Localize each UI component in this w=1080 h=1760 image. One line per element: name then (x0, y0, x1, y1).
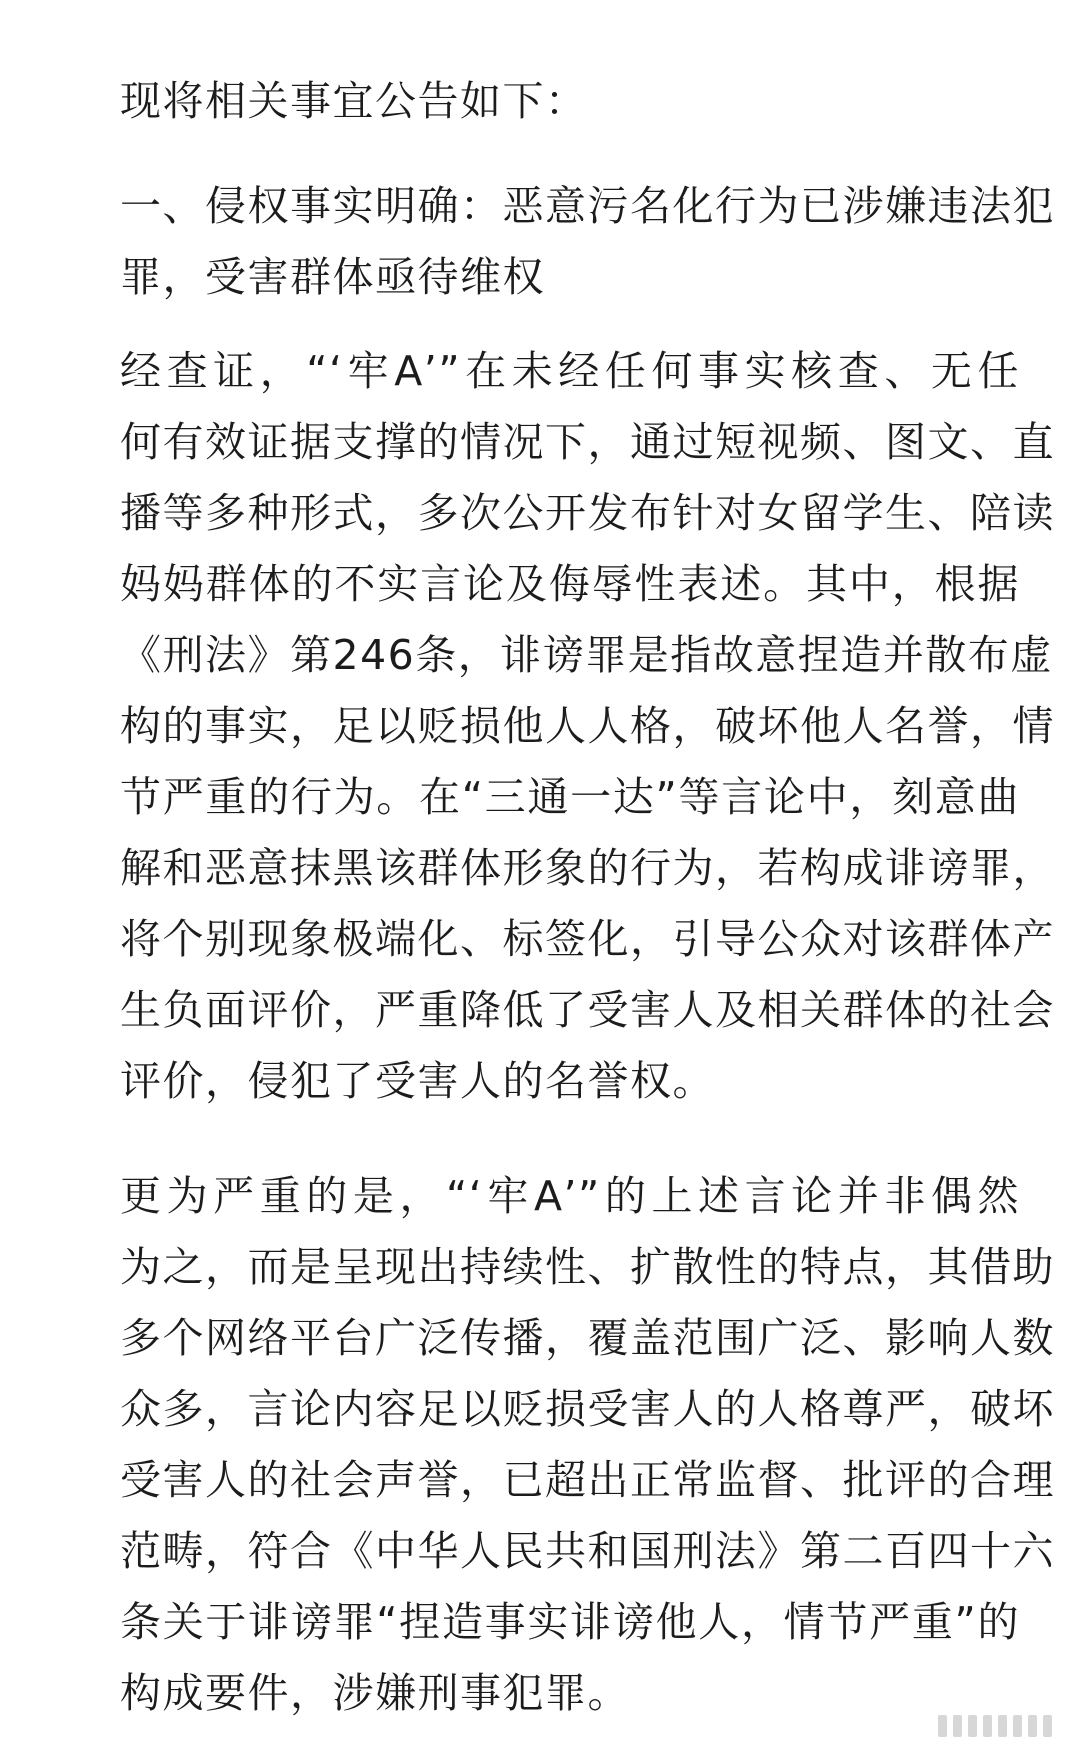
paragraph-line: 节严重的行为。在“三通一达”等言论中，刻意曲 (120, 773, 1020, 821)
paragraph-line: 妈妈群体的不实言论及侮辱性表述。其中，根据 (120, 560, 1020, 608)
watermark-logo (938, 1714, 1052, 1738)
paragraph-line: 多个网络平台广泛传播，覆盖范围广泛、影响人数 (120, 1314, 1055, 1362)
watermark-bar-icon (998, 1715, 1007, 1737)
paragraph-line: 播等多种形式，多次公开发布针对女留学生、陪读 (120, 489, 1055, 537)
paragraph-line: 生负面评价，严重降低了受害人及相关群体的社会 (120, 986, 1055, 1034)
watermark-bar-icon (1013, 1715, 1022, 1737)
paragraph-line: 经查证，“‘牢A’”在未经任何事实核查、无任 (120, 347, 1020, 395)
watermark-bar-icon (938, 1715, 947, 1737)
watermark-bar-icon (1028, 1715, 1037, 1737)
paragraph-line: 构成要件，涉嫌刑事犯罪。 (120, 1669, 630, 1717)
paragraph-line: 何有效证据支撑的情况下，通过短视频、图文、直 (120, 418, 1055, 466)
paragraph-line: 众多，言论内容足以贬损受害人的人格尊严，破坏 (120, 1385, 1055, 1433)
document-body (120, 66, 1055, 1729)
intro-line: 现将相关事宜公告如下： (120, 77, 588, 125)
paragraph-line: 《刑法》第246条，诽谤罪是指故意捏造并散布虚 (120, 631, 1053, 679)
watermark-bar-icon (1043, 1715, 1052, 1737)
watermark-bar-icon (968, 1715, 977, 1737)
paragraph-line: 更为严重的是，“‘牢A’”的上述言论并非偶然 (120, 1172, 1020, 1220)
paragraph-line: 为之，而是呈现出持续性、扩散性的特点，其借助 (120, 1243, 1055, 1291)
paragraph-line: 构的事实，足以贬损他人人格，破坏他人名誉，情 (120, 702, 1055, 750)
paragraph-line: 解和恶意抹黑该群体形象的行为，若构成诽谤罪， (120, 844, 1055, 892)
paragraph-line: 受害人的社会声誉，已超出正常监督、批评的合理 (120, 1456, 1055, 1504)
paragraph-line: 范畴，符合《中华人民共和国刑法》第二百四十六 (120, 1527, 1055, 1575)
paragraph-line: 评价，侵犯了受害人的名誉权。 (120, 1057, 715, 1105)
watermark-bar-icon (953, 1715, 962, 1737)
section-heading-line: 罪，受害群体亟待维权 (120, 253, 545, 301)
section-heading-line: 一、侵权事实明确：恶意污名化行为已涉嫌违法犯 (120, 182, 1055, 230)
paragraph-line: 将个别现象极端化、标签化，引导公众对该群体产 (120, 915, 1055, 963)
watermark-bar-icon (983, 1715, 992, 1737)
paragraph-line: 条关于诽谤罪“捏造事实诽谤他人，情节严重”的 (120, 1598, 1020, 1646)
